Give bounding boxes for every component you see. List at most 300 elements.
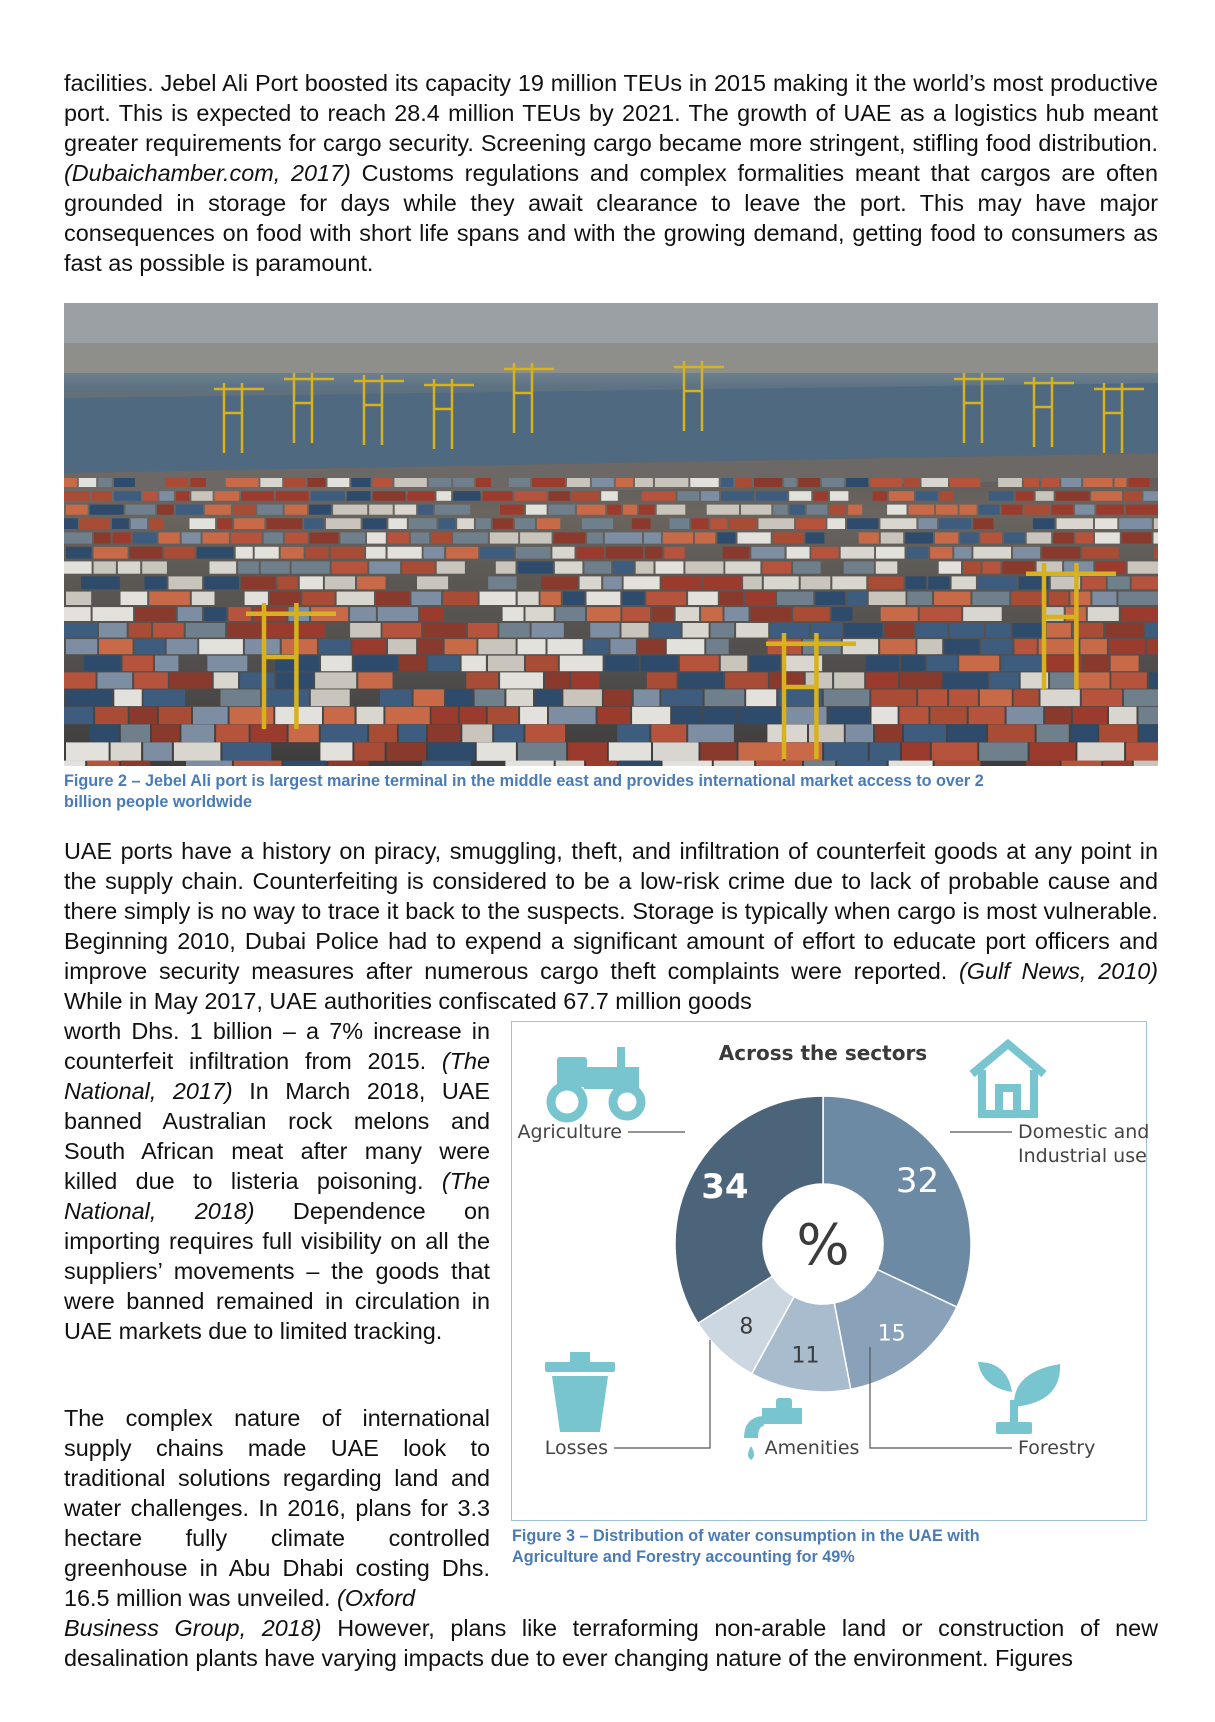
shipping-container <box>192 592 215 605</box>
shipping-container <box>369 561 400 573</box>
shipping-container <box>367 532 386 543</box>
shipping-container <box>526 607 554 621</box>
shipping-container <box>1001 656 1041 672</box>
slice-value-label: 11 <box>791 1343 820 1369</box>
shipping-container <box>586 761 617 766</box>
shipping-container <box>590 623 619 638</box>
shipping-container <box>321 656 352 672</box>
shipping-container <box>939 561 961 573</box>
shipping-container <box>1111 672 1146 688</box>
shipping-container <box>832 576 866 589</box>
shipping-container <box>930 547 952 559</box>
shipping-container <box>251 724 287 742</box>
shipping-container <box>133 532 157 543</box>
shipping-container <box>1091 491 1122 501</box>
shipping-container <box>989 491 1014 501</box>
shipping-container <box>380 689 412 706</box>
shipping-container <box>998 478 1022 487</box>
shipping-container <box>64 561 92 573</box>
greenhouse-paragraph-continued: Business Group, 2018) However, plans like terraforming non-arable land or construction of new desalination plants have varying impacts due to ever changing nature of the environment. Figures <box>64 1615 1159 1671</box>
shipping-container <box>605 656 639 672</box>
shipping-container <box>281 547 304 559</box>
shipping-container <box>1109 639 1145 654</box>
shipping-container <box>638 639 665 654</box>
shipping-container <box>632 518 651 529</box>
shipping-container <box>789 491 811 501</box>
shipping-container <box>622 607 650 621</box>
shipping-container <box>604 689 632 706</box>
shipping-container <box>131 518 147 529</box>
shipping-container <box>446 547 478 559</box>
shipping-container <box>488 656 524 672</box>
shipping-container <box>563 592 585 605</box>
shipping-container <box>217 518 232 529</box>
shipping-container <box>306 547 329 559</box>
shipping-container <box>388 547 422 559</box>
shipping-container <box>537 518 560 529</box>
shipping-container <box>651 623 681 638</box>
shipping-container <box>603 576 622 589</box>
shipping-container <box>190 518 216 529</box>
shipping-container <box>118 561 140 573</box>
shipping-container <box>646 592 686 605</box>
shipping-container <box>844 561 874 573</box>
shipping-container <box>751 547 784 559</box>
shipping-container <box>373 491 406 501</box>
shipping-container <box>813 491 828 501</box>
shipping-container <box>642 491 676 501</box>
shipping-container <box>66 689 112 706</box>
shipping-container <box>904 724 946 742</box>
shipping-container <box>847 592 867 605</box>
shipping-container <box>880 518 916 529</box>
shipping-container <box>320 742 352 760</box>
shipping-container <box>123 656 153 672</box>
shipping-container <box>1147 639 1158 654</box>
shipping-container <box>1143 491 1158 501</box>
shipping-container <box>476 518 491 529</box>
shipping-container <box>1124 491 1142 501</box>
shipping-container <box>121 592 148 605</box>
shipping-container <box>905 532 933 543</box>
shipping-container <box>64 532 92 543</box>
shipping-container <box>1036 491 1054 501</box>
shipping-container <box>672 707 700 724</box>
shipping-container <box>408 491 435 501</box>
shipping-container <box>1111 656 1139 672</box>
shipping-container <box>66 639 97 654</box>
counterfeit-paragraph: worth Dhs. 1 billion – a 7% increase in counterfeit infiltration from 2015. (The National, 2017) In March 2018, UAE banned Australian rock melons and South African meat after many were killed due to listeria poisoning. (The National, 2018) Dependence on importing requires full visibility on all the suppliers’ movements – the goods that were banned remained in circulation in UAE markets due to limited tracking. <box>64 1018 491 1344</box>
shipping-container <box>506 689 533 706</box>
shipping-container <box>182 532 201 543</box>
shipping-container <box>66 742 109 760</box>
shipping-container <box>587 607 620 621</box>
shipping-container <box>310 532 339 543</box>
shipping-container <box>347 491 371 501</box>
shipping-container <box>1095 532 1120 543</box>
shipping-container <box>111 742 142 760</box>
shipping-container <box>605 532 642 543</box>
shipping-container <box>815 592 845 605</box>
shipping-container <box>887 505 906 515</box>
shipping-container <box>1049 592 1069 605</box>
shipping-container <box>535 689 561 706</box>
shipping-container <box>664 547 684 559</box>
shipping-container <box>653 742 699 760</box>
shipping-container <box>1154 532 1159 543</box>
shipping-container <box>843 639 878 654</box>
shipping-container <box>784 478 796 487</box>
shipping-container <box>170 672 212 688</box>
shipping-container <box>234 518 264 529</box>
shipping-container <box>477 742 516 760</box>
tractor-icon <box>551 1047 641 1118</box>
shipping-container <box>801 576 831 589</box>
shipping-container <box>264 532 283 543</box>
shipping-container <box>532 478 565 487</box>
shipping-container <box>1132 576 1158 589</box>
shipping-container <box>1128 561 1158 573</box>
shipping-container <box>705 689 745 706</box>
shipping-container <box>1056 491 1090 501</box>
shipping-container <box>500 505 524 515</box>
shipping-container <box>688 592 718 605</box>
shipping-container <box>80 518 110 529</box>
shipping-container <box>935 761 981 766</box>
shipping-container <box>149 592 190 605</box>
shipping-container <box>518 592 539 605</box>
shipping-container <box>121 724 150 742</box>
shipping-container <box>901 656 925 672</box>
shipping-container <box>983 561 1001 573</box>
shipping-container <box>1154 547 1158 559</box>
shipping-container <box>717 532 735 543</box>
shipping-container <box>585 639 609 654</box>
shipping-container <box>827 518 845 529</box>
shipping-container <box>326 518 361 529</box>
shipping-container <box>676 607 700 621</box>
sprout-icon <box>978 1362 1060 1434</box>
shipping-container <box>64 623 97 638</box>
shipping-container <box>157 505 174 515</box>
shipping-container <box>587 592 621 605</box>
shipping-container <box>394 478 426 487</box>
shipping-container <box>409 518 437 529</box>
shipping-container <box>480 547 514 559</box>
slice-value-label: 34 <box>701 1167 749 1208</box>
shipping-container <box>366 547 385 559</box>
shipping-container <box>64 672 96 688</box>
shipping-container <box>639 505 655 515</box>
shipping-container <box>1126 505 1158 515</box>
shipping-container <box>807 505 827 515</box>
shipping-container <box>916 491 938 501</box>
shipping-container <box>503 607 524 621</box>
shipping-container <box>387 742 426 760</box>
shipping-container <box>736 623 768 638</box>
shipping-container <box>804 761 835 766</box>
shipping-container <box>598 707 631 724</box>
shipping-container <box>927 656 957 672</box>
shipping-container <box>960 505 977 515</box>
shipping-container <box>270 592 301 605</box>
shipping-container <box>369 724 397 742</box>
shipping-container <box>989 672 1019 688</box>
shipping-container <box>624 576 660 589</box>
shipping-container <box>64 518 78 529</box>
shipping-container <box>555 561 583 573</box>
shipping-container <box>784 707 827 724</box>
shipping-container <box>859 532 879 543</box>
shipping-container <box>706 639 728 654</box>
shipping-container <box>87 761 119 766</box>
shipping-container <box>876 561 898 573</box>
shipping-container <box>149 518 164 529</box>
shipping-container <box>756 491 787 501</box>
shipping-container <box>829 505 846 515</box>
shipping-container <box>1134 761 1158 766</box>
shipping-container <box>1014 639 1036 654</box>
citation: (The National, 2017) <box>64 1048 490 1104</box>
slice-value-label: 8 <box>739 1314 754 1340</box>
shipping-container <box>230 707 274 724</box>
shipping-container <box>725 561 760 573</box>
shipping-container <box>480 592 516 605</box>
shipping-container <box>960 532 978 543</box>
shipping-container <box>1007 707 1044 724</box>
shipping-container <box>963 607 1002 621</box>
shipping-container <box>1033 518 1055 529</box>
shipping-container <box>1122 532 1152 543</box>
shipping-container <box>930 707 966 724</box>
shipping-container <box>378 607 418 621</box>
shipping-container <box>739 707 782 724</box>
shipping-container <box>1026 761 1059 766</box>
shipping-container <box>262 689 308 706</box>
shipping-container <box>725 672 768 688</box>
shipping-container <box>738 532 771 543</box>
shipping-container <box>231 532 262 543</box>
shipping-container <box>311 491 345 501</box>
shipping-container <box>388 518 406 529</box>
shipping-container <box>462 724 492 742</box>
shipping-container <box>978 576 1017 589</box>
shipping-container <box>437 561 465 573</box>
shipping-container <box>634 689 660 706</box>
slice-value-label: 32 <box>895 1160 940 1201</box>
shipping-container <box>241 576 276 589</box>
shipping-container <box>606 547 643 559</box>
shipping-container <box>949 623 984 638</box>
shipping-container <box>870 478 902 487</box>
shipping-container <box>881 532 903 543</box>
shipping-container <box>383 623 422 638</box>
shipping-container <box>181 724 214 742</box>
shipping-container <box>846 724 873 742</box>
shipping-container <box>373 478 393 487</box>
shipping-container <box>350 607 376 621</box>
shipping-container <box>811 547 838 559</box>
citation: (Dubaichamber.com, 2017) <box>64 160 351 186</box>
shipping-container <box>143 491 158 501</box>
shipping-container <box>165 478 188 487</box>
shipping-container <box>869 592 906 605</box>
shipping-container <box>1061 478 1081 487</box>
shipping-container <box>632 707 670 724</box>
shipping-container <box>282 639 317 654</box>
shipping-container <box>292 561 330 573</box>
shipping-container <box>260 478 282 487</box>
shipping-container <box>635 478 653 487</box>
shipping-container <box>468 623 497 638</box>
shipping-container <box>617 724 649 742</box>
shipping-container <box>1082 689 1122 706</box>
shipping-container <box>972 592 1009 605</box>
shipping-container <box>400 656 426 672</box>
shipping-container <box>388 639 416 654</box>
shipping-container <box>428 724 460 742</box>
shipping-container <box>611 639 636 654</box>
shipping-container <box>703 707 737 724</box>
shipping-container <box>424 547 445 559</box>
shipping-container <box>321 724 367 742</box>
shipping-container <box>622 623 649 638</box>
shipping-container <box>584 561 611 573</box>
shipping-container <box>735 478 752 487</box>
shipping-container <box>1071 724 1097 742</box>
water-consumption-infographic <box>511 1021 1147 1521</box>
shipping-container <box>515 491 547 501</box>
shipping-container <box>357 576 386 589</box>
leader-line <box>614 1340 710 1448</box>
shipping-container <box>683 623 709 638</box>
shipping-container <box>296 623 325 638</box>
shipping-container <box>1013 547 1040 559</box>
shipping-container <box>114 478 135 487</box>
shipping-container <box>331 547 365 559</box>
shipping-container <box>66 505 88 515</box>
shipping-container <box>466 672 498 688</box>
intro-paragraph: facilities. Jebel Ali Port boosted its capacity 19 million TEUs in 2015 making it the world’s most productive port. This is expected to reach 28.4 million TEUs by 2021. The growth of UAE as a logistics hub meant greater requirements for cargo security. Screening cargo became more stringent, stifling food distribution. (Dubaichamber.com, 2017) Customs regulations and complex formalities meant that cargos are often grounded in storage for days while they await clearance to leave the port. This may have major consequences on food with short life spans and with the growing demand, getting food to consumers as fast as possible is paramount. <box>64 70 1158 276</box>
shipping-container <box>84 656 121 672</box>
shipping-container <box>609 742 651 760</box>
shipping-container <box>518 742 566 760</box>
shipping-container <box>304 518 324 529</box>
shipping-container <box>866 656 899 672</box>
shipping-container <box>222 742 271 760</box>
shipping-container <box>721 656 747 672</box>
shipping-container <box>526 656 558 672</box>
shipping-container <box>92 491 112 501</box>
shipping-container <box>186 623 225 638</box>
shipping-container <box>657 505 686 515</box>
shipping-container <box>656 561 684 573</box>
shipping-container <box>902 742 930 760</box>
shipping-container <box>204 576 239 589</box>
shipping-container <box>94 532 111 543</box>
shipping-container <box>928 576 949 589</box>
shipping-container <box>186 761 232 766</box>
shipping-container <box>711 623 735 638</box>
shipping-container <box>652 607 673 621</box>
shipping-container <box>437 491 452 501</box>
shipping-container <box>412 592 442 605</box>
shipping-container <box>300 576 323 589</box>
shipping-container <box>580 576 602 589</box>
category-label: Amenities <box>764 1437 860 1459</box>
shipping-container <box>695 532 715 543</box>
shipping-container <box>199 639 243 654</box>
percent-symbol: % <box>796 1213 850 1278</box>
shipping-container <box>936 505 958 515</box>
shipping-container <box>870 742 900 760</box>
shipping-container <box>988 724 1035 742</box>
shipping-container <box>907 592 932 605</box>
shipping-container <box>963 561 981 573</box>
shipping-container <box>880 639 915 654</box>
shipping-container <box>720 592 743 605</box>
shipping-container <box>577 505 605 515</box>
shipping-container <box>1012 623 1045 638</box>
shipping-container <box>1073 707 1107 724</box>
shipping-container <box>871 689 916 706</box>
shipping-container <box>763 561 792 573</box>
shipping-container <box>462 656 486 672</box>
shipping-container <box>904 478 919 487</box>
shipping-container <box>1062 761 1102 766</box>
shipping-container <box>824 742 868 760</box>
shipping-container <box>159 532 180 543</box>
shipping-container <box>918 689 947 706</box>
shipping-container <box>174 742 221 760</box>
citation: Business Group, 2018) <box>64 1615 322 1641</box>
shipping-container <box>429 478 451 487</box>
category-label: Domestic and <box>1018 1121 1148 1143</box>
shipping-container <box>476 478 491 487</box>
shipping-container <box>663 532 693 543</box>
shipping-container <box>651 724 686 742</box>
shipping-container <box>756 761 802 766</box>
shipping-container <box>1149 672 1158 688</box>
shipping-container <box>680 656 719 672</box>
shipping-container <box>1095 518 1117 529</box>
shipping-container <box>99 639 132 654</box>
shipping-container <box>284 478 305 487</box>
shipping-container <box>266 518 302 529</box>
shipping-container <box>885 623 914 638</box>
shipping-container <box>245 592 268 605</box>
house-icon <box>972 1044 1044 1114</box>
shipping-container <box>607 505 621 515</box>
shipping-container <box>1080 639 1107 654</box>
shipping-container <box>333 505 367 515</box>
ports-paragraph: UAE ports have a history on piracy, smuggling, theft, and infiltration of counterfeit goods at any point in the supply chain. Counterfeiting is considered to be a low-risk crime due to lack of probable cause and there simply is no way to trace it back to the suspects. Storage is typically when cargo is most vulnerable. Beginning 2010, Dubai Police had to expend a significant amount of effort to educate port officers and improve security measures after numerous cargo theft complaints were reported. (Gulf News, 2010) While in May 2017, UAE authorities confiscated 67.7 million goods <box>64 838 1159 1014</box>
shipping-container <box>395 505 416 515</box>
shipping-container <box>126 505 155 515</box>
shipping-container <box>1014 689 1039 706</box>
shipping-container <box>645 547 662 559</box>
shipping-container <box>707 505 739 515</box>
shipping-container <box>1103 761 1132 766</box>
shipping-container <box>729 518 756 529</box>
shipping-container <box>352 639 386 654</box>
shipping-container <box>847 518 878 529</box>
shipping-container <box>358 672 392 688</box>
shipping-container <box>457 518 474 529</box>
shipping-container <box>98 478 112 487</box>
shipping-container <box>691 518 708 529</box>
shipping-container <box>1042 547 1080 559</box>
